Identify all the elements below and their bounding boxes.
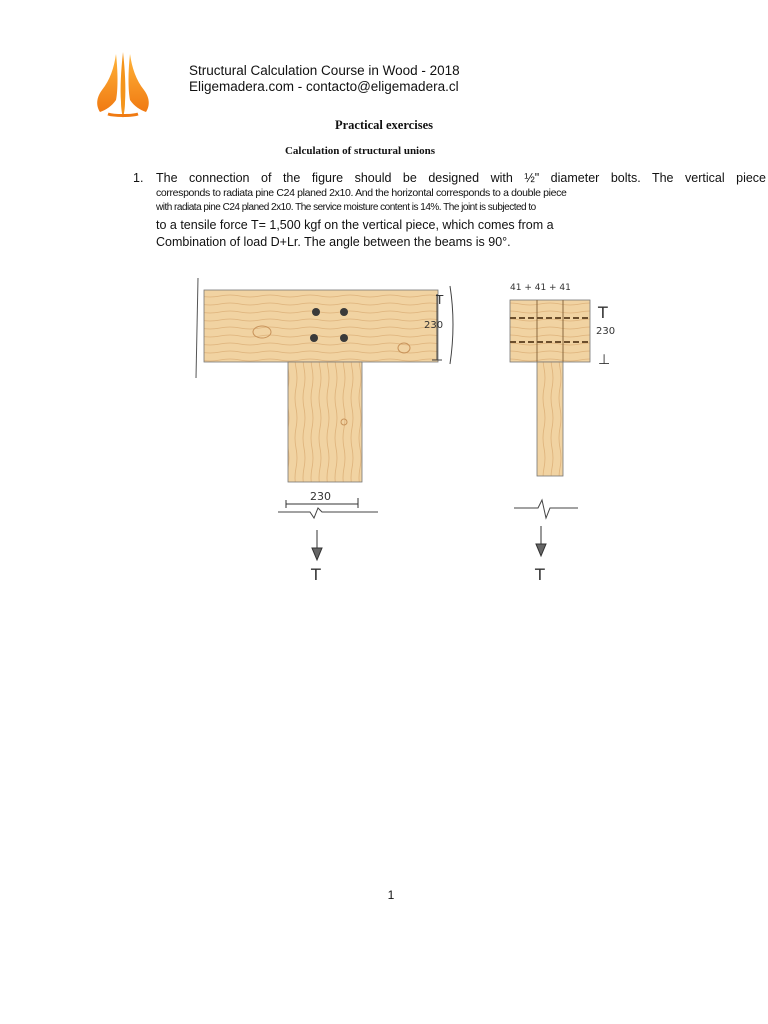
side-top-mark: T	[598, 303, 608, 322]
bolt	[312, 308, 320, 316]
exercise-text-line: Combination of load D+Lr. The angle between the beams is 90°.	[156, 235, 511, 249]
side-thickness-label: 41 + 41 + 41	[510, 283, 571, 293]
horizontal-beam	[204, 290, 438, 362]
eligemadera-logo	[94, 50, 152, 120]
front-force-label: T	[311, 565, 321, 584]
side-force-label: T	[535, 565, 545, 584]
header-course-title: Structural Calculation Course in Wood - 2018	[189, 63, 460, 78]
exercise-text-line: corresponds to radiata pine C24 planed 2x10. And the horizontal corresponds to a double piece	[156, 187, 567, 199]
joint-sketch-figure	[180, 268, 620, 588]
front-top-label: T	[436, 293, 444, 307]
side-vertical-member	[537, 362, 563, 476]
exercise-text-line: to a tensile force T= 1,500 kgf on the vertical piece, which comes from a	[156, 218, 554, 232]
exercise-text-line: with radiata pine C24 planed 2x10. The service moisture content is 14%. The joint is subjected to	[156, 202, 536, 213]
header-contact: Eligemadera.com - contacto@eligemadera.cl	[189, 79, 459, 94]
bolt	[340, 308, 348, 316]
front-width-dimension: 230	[310, 490, 331, 503]
vertical-member	[288, 362, 362, 482]
side-height-dimension: 230	[596, 326, 616, 337]
document-header	[189, 63, 460, 95]
exercise-text-line: The connection of the figure should be designed with ½" diameter bolts. The vertical piece	[156, 171, 766, 185]
bolt	[310, 334, 318, 342]
bolt	[340, 334, 348, 342]
page-title: Practical exercises	[335, 118, 433, 132]
front-height-dimension: 230	[424, 320, 444, 331]
side-double-beam	[510, 300, 590, 362]
front-view	[196, 278, 453, 584]
side-view	[510, 283, 615, 584]
exercise-number: 1.	[133, 171, 144, 185]
page-number: 1	[387, 888, 395, 902]
side-bottom-mark: ⊥	[598, 352, 611, 368]
section-subtitle: Calculation of structural unions	[284, 145, 436, 157]
